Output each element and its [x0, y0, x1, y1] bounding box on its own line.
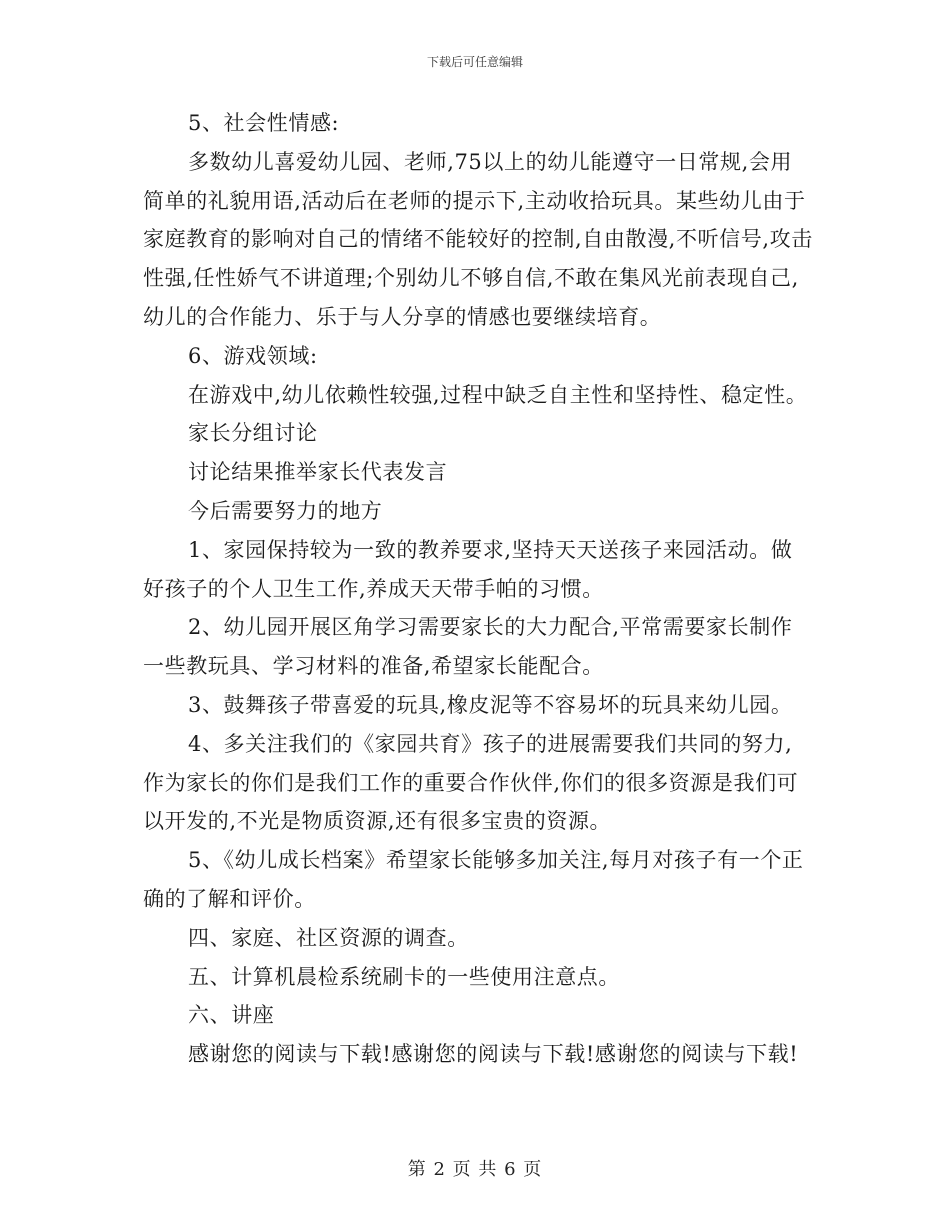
document-body — [143, 104, 813, 1074]
section-heading-social-emotion: 5、社会性情感: — [188, 111, 340, 135]
item-future-efforts: 今后需要努力的地方 — [188, 498, 383, 523]
section-five-heading: 五、计算机晨检系统刷卡的一些使用注意点。 — [188, 964, 620, 989]
list-item-4: 4、多关注我们的《家园共育》孩子的进展需要我们共同的努力,作为家长的你们是我们工作的重要合作伙伴,你们的很多资源是我们可以开发的,不光是物质资源,还有很多宝贵的资源。 — [143, 731, 799, 834]
thanks-paragraph: 感谢您的阅读与下载!感谢您的阅读与下载!感谢您的阅读与下载! — [188, 1042, 799, 1067]
section-six-heading: 六、讲座 — [188, 1003, 275, 1028]
list-item-2: 2、幼儿园开展区角学习需要家长的大力配合,平常需要家长制作一些教玩具、学习材料的准备,希望家长能配合。 — [143, 615, 793, 679]
section-four-heading: 四、家庭、社区资源的调查。 — [188, 925, 469, 950]
paragraph-game-domain: 在游戏中,幼儿依赖性较强,过程中缺乏自主性和坚持性、稳定性。 — [188, 382, 808, 407]
list-item-3: 3、鼓舞孩子带喜爱的玩具,橡皮泥等不容易坏的玩具来幼儿园。 — [188, 692, 793, 717]
list-item-1: 1、家园保持较为一致的教养要求,坚持天天送孩子来园活动。做好孩子的个人卫生工作,养成天天带手帕的习惯。 — [143, 537, 793, 601]
paragraph-social-emotion: 多数幼儿喜爱幼儿园、老师,75以上的幼儿能遵守一日常规,会用简单的礼貌用语,活动后在老师的提示下,主动收拾玩具。某些幼儿由于家庭教育的影响对自己的情绪不能较好的控制,自由散漫,不听信号,攻击性强,任性娇气不讲道理;个别幼儿不够自信,不敢在集风光前表现自己,幼儿的合作能力、乐于与人分享的情感也要继续培育。 — [143, 149, 813, 329]
item-discussion-results: 讨论结果推举家长代表发言 — [188, 460, 448, 485]
page-number-footer: 第 2 页 共 6 页 — [407, 1159, 543, 1180]
list-item-5: 5、《幼儿成长档案》希望家长能够多加关注,每月对孩子有一个正确的了解和评价。 — [143, 848, 804, 911]
section-heading-game-domain: 6、游戏领域: — [188, 343, 318, 368]
page-header-note: 下载后可任意编辑 — [426, 55, 523, 69]
item-parent-group-discussion: 家长分组讨论 — [188, 421, 318, 446]
